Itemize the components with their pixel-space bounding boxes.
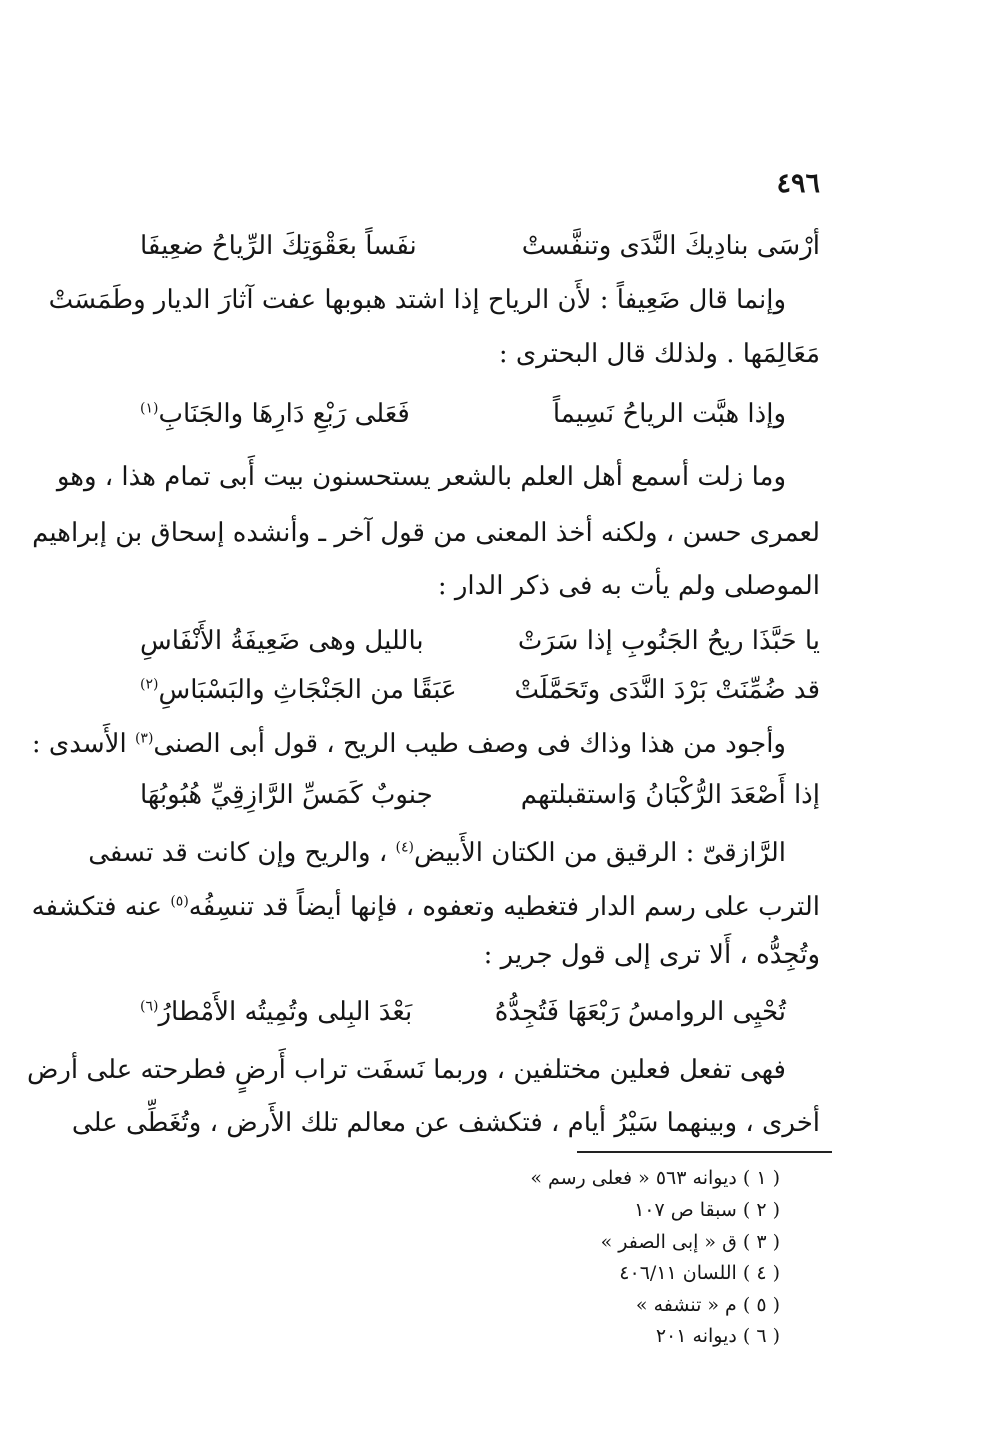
verse-second-hemistich (140, 389, 410, 439)
verse-first-hemistich: يا حَبَّذَا ريحُ الجَنُوبِ إذا سَرَتْ (517, 626, 820, 656)
prose-line: الموصلى ولم يأت به فى ذكر الدار : (437, 571, 820, 601)
prose-text: الأَسدى : (31, 729, 135, 759)
verse-line (140, 389, 820, 439)
verse-second-hemistich (140, 987, 412, 1037)
verse-second-hemistich: بالليل وهى ضَعِيفَةُ الأَنْفَاسِ (140, 626, 424, 656)
footnote-separator (577, 1151, 832, 1153)
hemistich-text: عَبَقًا من الجَنْجَاثِ والبَسْبَاسِ (158, 675, 457, 705)
prose-text: عنه فتكشفه (31, 892, 171, 922)
footnote-marker: (١) (140, 400, 159, 417)
footnote-marker: (٦) (140, 998, 159, 1015)
prose-line: مَعَالِمَها . ولذلك قال البحترى : (498, 339, 820, 369)
prose-line: وما زلت أسمع أهل العلم بالشعر يستحسنون بيت أَبى تمام هذا ، وهو (56, 462, 786, 492)
verse-second-hemistich: جنوبٌ كَمَسِّ الرَّازِقِيِّ هُبُوبُهَا (140, 780, 433, 810)
verse-first-hemistich: وإذا هبَّت الرياحُ نَسِيماً (552, 399, 786, 429)
footnote-marker: (٣) (134, 730, 154, 747)
prose-text: ، والريح وإن كانت قد تسفى (88, 838, 396, 868)
verse-line (140, 616, 820, 666)
verse-line (140, 987, 820, 1037)
prose-line: أخرى ، وبينهما سَيْرُ أيام ، فتكشف عن معالم تلك الأَرض ، وتُغَطِّى على (71, 1108, 820, 1138)
verse-first-hemistich: قد ضُمِّنَتْ بَرْدَ النَّدَى وتَحَمَّلَتْ (514, 675, 820, 705)
prose-line: فهى تفعل فعلين مختلفين ، وربما نَسفَت تراب أَرضٍ فطرحته على أرض (26, 1055, 786, 1085)
footnote-marker: (٢) (140, 676, 159, 693)
prose-line (88, 828, 820, 878)
verse-line (140, 665, 820, 715)
prose-line: وتُجِدُّه ، أَلا ترى إلى قول جرير : (483, 940, 820, 970)
hemistich-text: بَعْدَ البِلى وتُمِيتُه الأَمْطارُ (158, 997, 413, 1027)
verse-first-hemistich: إذا أَصْعَدَ الرُّكْبَانُ وَاستقبلتهم (520, 780, 820, 810)
footnote: ( ٥ ) م « تنشفه » (635, 1294, 780, 1316)
footnote: ( ١ ) ديوانه ٥٦٣ « فعلى رسم » (530, 1167, 780, 1189)
prose-line (31, 719, 820, 769)
footnote: ( ٦ ) ديوانه ٢٠١ (655, 1325, 780, 1347)
footnote-marker: (٤) (395, 839, 415, 856)
verse-line (140, 221, 820, 271)
verse-second-hemistich: نفَساً بعَقْوَتِكَ الرِّياحُ ضعِيفَا (140, 231, 417, 261)
page-number: ٤٩٦ (776, 168, 820, 199)
verse-first-hemistich: أرْسَى بنادِيكَ النَّدَى وتنفَّستْ (521, 231, 820, 261)
prose-text: الرَّازقىّ : الرقيق من الكتان الأَبيض (414, 838, 786, 868)
footnote: ( ٢ ) سبقا ص ١٠٧ (634, 1199, 780, 1221)
verse-line (140, 770, 820, 820)
footnote: ( ٣ ) ق « إبى الصفر » (600, 1231, 780, 1253)
prose-text: الترب على رسم الدار فتغطيه وتعفوه ، فإنها أيضاً قد تنسِفُه (188, 892, 820, 922)
footnote: ( ٤ ) اللسان ٤٠٦/١١ (619, 1262, 780, 1284)
prose-text: وأجود من هذا وذاك فى وصف طيب الريح ، قول أبى الصنى (153, 729, 786, 759)
verse-first-hemistich: تُحْيِى الروامسُ رَبْعَهَا فَتُجِدُّهُ (494, 997, 786, 1027)
hemistich-text: فَعَلى رَبْعِ دَارِهَا والجَنَابِ (158, 399, 410, 429)
prose-line: وإنما قال ضَعِيفاً : لأَن الرياح إذا اشتد هبوبها عفت آثارَ الديار وطَمَسَتْ (48, 285, 786, 315)
prose-line: لعمرى حسن ، ولكنه أخذ المعنى من قول آخر ـ وأنشده إسحاق بن إبراهيم (32, 518, 820, 548)
prose-line (31, 882, 820, 932)
verse-second-hemistich (140, 665, 457, 715)
footnote-marker: (٥) (170, 893, 189, 910)
